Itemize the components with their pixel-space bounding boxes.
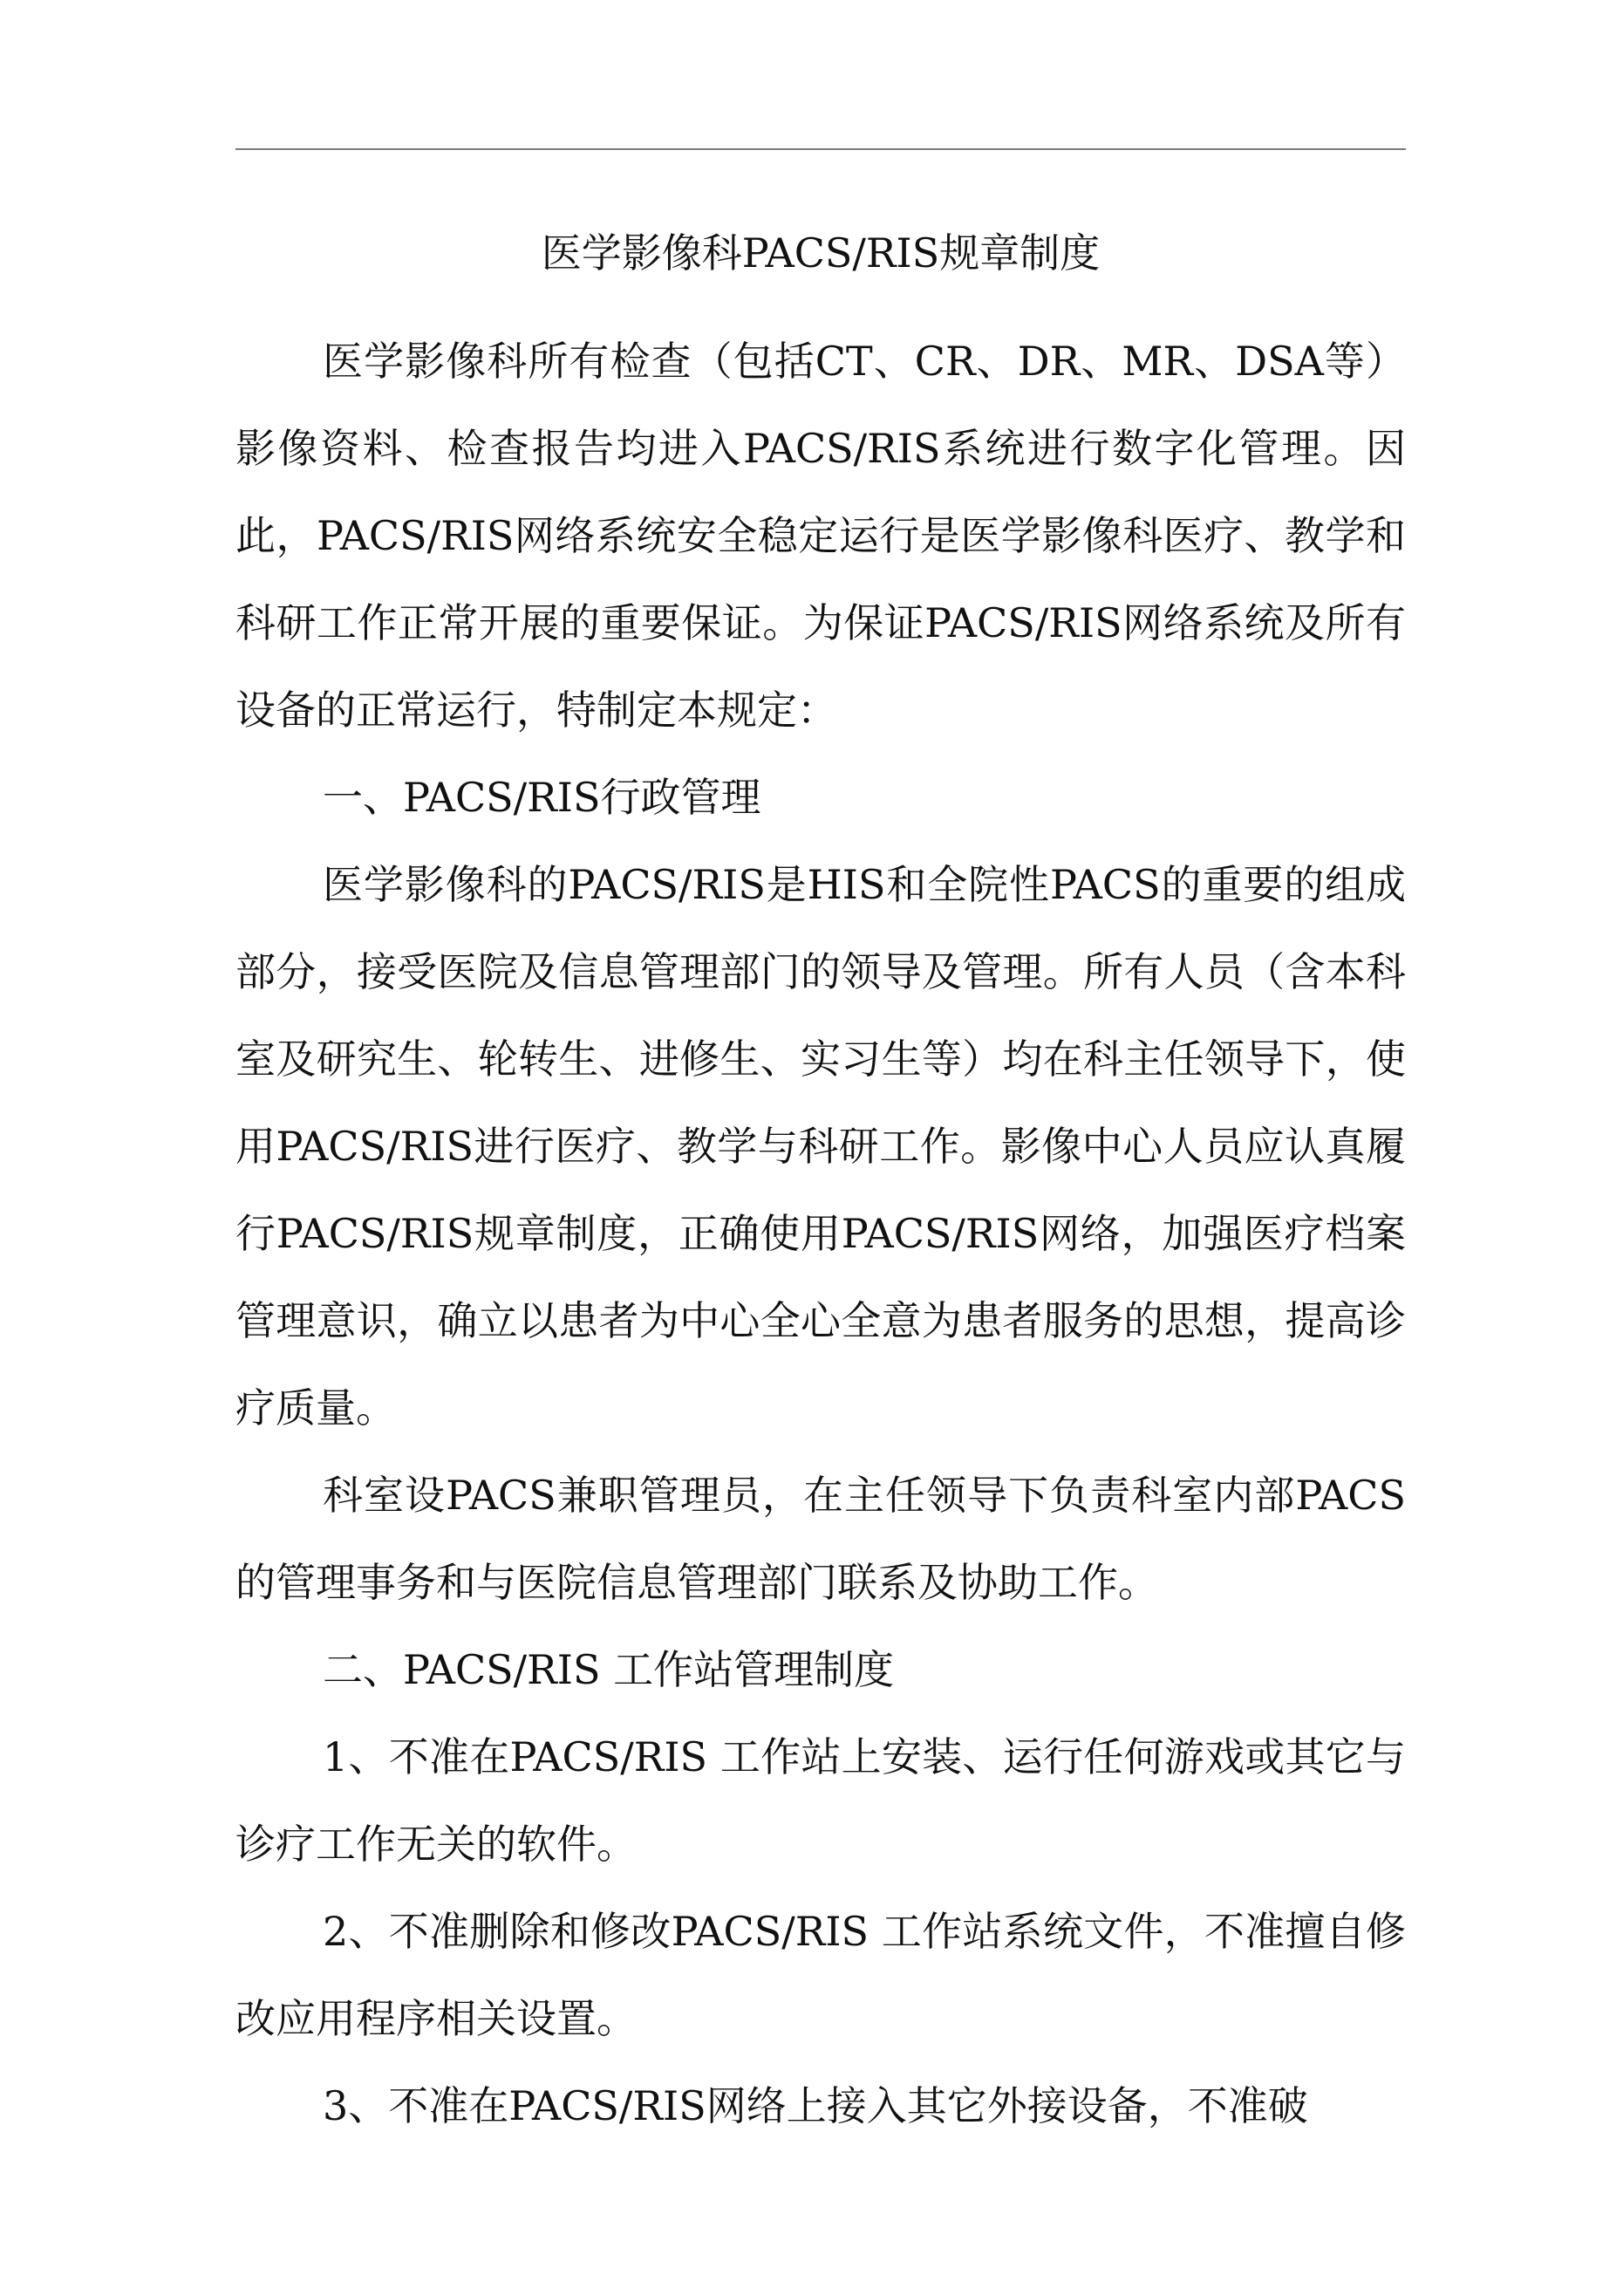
- document-body: [235, 318, 1406, 2149]
- section-heading-admin: 一、PACS/RIS行政管理: [323, 774, 761, 821]
- intro-paragraph: 医学影像科所有检查（包括CT、CR、DR、MR、DSA等）影像资料、检查报告均进入PACS/RIS系统进行数字化管理。因此，PACS/RIS网络系统安全稳定运行是医学影像科医疗、教学和科研工作正常开展的重要保证。为保证PACS/RIS网络系统及所有设备的正常运行，特制定本规定：: [235, 338, 1406, 734]
- document-title: 医学影像科PACS/RIS规章制度: [541, 229, 1101, 277]
- admin-paragraph-2: 科室设PACS兼职管理员，在主任领导下负责科室内部PACS的管理事务和与医院信息管理部门联系及协助工作。: [235, 1472, 1406, 1606]
- section-heading-workstation: 二、PACS/RIS 工作站管理制度: [323, 1646, 895, 1693]
- rule-item-3: 3、不准在PACS/RIS网络上接入其它外接设备，不准破: [323, 2082, 1308, 2129]
- rule-item-1: 1、不准在PACS/RIS 工作站上安装、运行任何游戏或其它与诊疗工作无关的软件。: [235, 1733, 1406, 1868]
- admin-paragraph: 医学影像科的PACS/RIS是HIS和全院性PACS的重要的组成部分，接受医院及信息管理部门的领导及管理。所有人员（含本科室及研究生、轮转生、进修生、实习生等）均在科主任领导下，使用PACS/RIS进行医疗、教学与科研工作。影像中心人员应认真履行PACS/RIS规章制度，正确使用PACS/RIS网络，加强医疗档案管理意识，确立以患者为中心全心全意为患者服务的思想，提高诊疗质量。: [235, 861, 1406, 1432]
- rule-item-2: 2、不准删除和修改PACS/RIS 工作站系统文件，不准擅自修改应用程序相关设置。: [235, 1908, 1406, 2042]
- header-rule: [235, 148, 1406, 150]
